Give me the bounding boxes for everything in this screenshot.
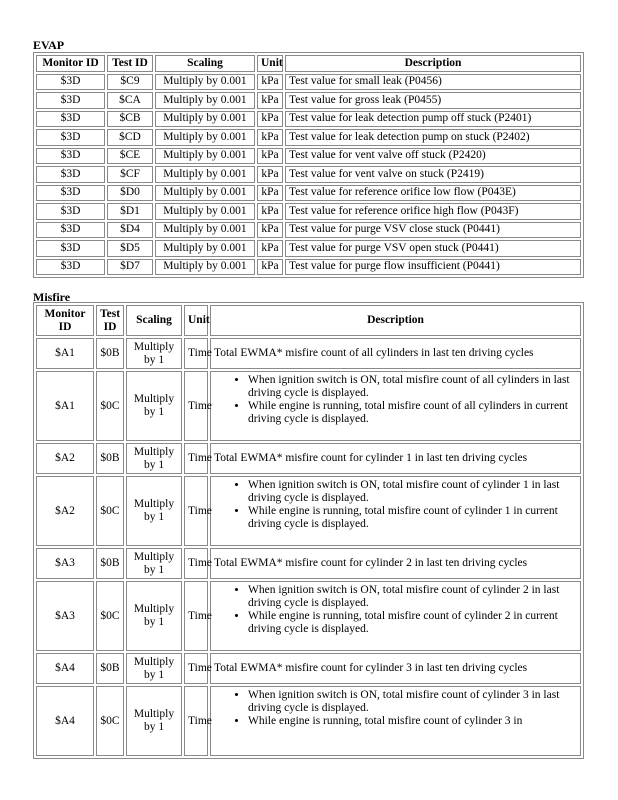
table-row [36,371,581,441]
evap-section-title: EVAP [33,38,65,52]
test-id-cell: $0C [96,371,124,441]
monitor-id-cell: $A4 [36,686,94,756]
test-id-cell: $CD [107,129,153,146]
unit-cell: kPa [257,92,283,109]
table-row [36,443,581,474]
misfire-header-row [36,305,581,336]
monitor-id-cell: $3D [36,259,105,276]
misfire-table [33,302,584,759]
table-row [36,240,581,257]
test-id-cell: $0B [96,443,124,474]
unit-cell: Time [184,686,208,756]
scaling-cell: Multiply by 1 [126,443,182,474]
monitor-id-cell: $A3 [36,548,94,579]
monitor-id-cell: $3D [36,185,105,202]
monitor-id-cell: $3D [36,222,105,239]
evap-table [33,52,584,278]
table-row [36,129,581,146]
description-bullet-list [214,689,577,728]
description-cell: Total EWMA* misfire count for cylinder 3 in last ten driving cycles [210,653,581,684]
unit-cell: Time [184,371,208,441]
column-header: Description [285,55,581,72]
test-id-cell: $C9 [107,74,153,91]
test-id-cell: $D4 [107,222,153,239]
description-cell: Test value for purge VSV open stuck (P0441) [285,240,581,257]
monitor-id-cell: $A4 [36,653,94,684]
description-bullet: • When ignition switch is ON, total misfire count of cylinder 3 in last driving cycle is displayed. [248,689,577,715]
monitor-id-cell: $A1 [36,338,94,369]
table-row [36,259,581,276]
table-row [36,111,581,128]
evap-table-body [36,74,581,276]
monitor-id-cell: $3D [36,166,105,183]
table-row [36,92,581,109]
description-cell: Test value for reference orifice low flow (P043E) [285,185,581,202]
description-bullet-list [214,584,577,636]
column-header: Description [210,305,581,336]
description-bullet: • When ignition switch is ON, total misfire count of cylinder 1 in last driving cycle is displayed. [248,479,577,505]
scaling-cell: Multiply by 0.001 [155,166,255,183]
scaling-cell: Multiply by 0.001 [155,203,255,220]
description-bullet: • While engine is running, total misfire count of all cylinders in current driving cycle is displayed. [248,400,577,426]
test-id-cell: $CE [107,148,153,165]
description-cell: Test value for reference orifice high flow (P043F) [285,203,581,220]
monitor-id-cell: $3D [36,129,105,146]
test-id-cell: $CA [107,92,153,109]
monitor-id-cell: $3D [36,203,105,220]
test-id-cell: $D7 [107,259,153,276]
description-cell [210,476,581,546]
test-id-cell: $0B [96,548,124,579]
unit-cell: Time [184,548,208,579]
test-id-cell: $D1 [107,203,153,220]
monitor-id-cell: $3D [36,74,105,91]
description-bullet: • When ignition switch is ON, total misfire count of cylinder 2 in last driving cycle is displayed. [248,584,577,610]
monitor-id-cell: $3D [36,240,105,257]
unit-cell: kPa [257,74,283,91]
monitor-id-cell: $A2 [36,443,94,474]
monitor-id-cell: $3D [36,92,105,109]
description-bullet: • While engine is running, total misfire count of cylinder 2 in current driving cycle is displayed. [248,610,577,636]
scaling-cell: Multiply by 0.001 [155,259,255,276]
description-bullet: • While engine is running, total misfire count of cylinder 3 in [248,715,577,728]
unit-cell: kPa [257,259,283,276]
monitor-id-cell: $A2 [36,476,94,546]
description-cell: Test value for leak detection pump on stuck (P2402) [285,129,581,146]
scaling-cell: Multiply by 1 [126,476,182,546]
description-cell: Test value for purge VSV close stuck (P0441) [285,222,581,239]
column-header: Unit [257,55,283,72]
unit-cell: kPa [257,129,283,146]
test-id-cell: $D0 [107,185,153,202]
column-header: Monitor ID [36,305,94,336]
unit-cell: kPa [257,203,283,220]
misfire-section-title: Misfire [33,290,71,304]
description-cell: Total EWMA* misfire count for cylinder 2 in last ten driving cycles [210,548,581,579]
description-bullet-list [214,479,577,531]
table-row [36,338,581,369]
description-cell: Total EWMA* misfire count for cylinder 1 in last ten driving cycles [210,443,581,474]
scaling-cell: Multiply by 0.001 [155,148,255,165]
description-cell: Test value for small leak (P0456) [285,74,581,91]
scaling-cell: Multiply by 0.001 [155,240,255,257]
scaling-cell: Multiply by 1 [126,581,182,651]
test-id-cell: $0C [96,686,124,756]
monitor-id-cell: $3D [36,111,105,128]
description-cell: Test value for leak detection pump off stuck (P2401) [285,111,581,128]
description-bullet-list [214,374,577,426]
table-row [36,185,581,202]
table-row [36,476,581,546]
test-id-cell: $CB [107,111,153,128]
description-bullet: • When ignition switch is ON, total misfire count of all cylinders in last driving cycle is displayed. [248,374,577,400]
unit-cell: kPa [257,222,283,239]
monitor-id-cell: $3D [36,148,105,165]
scaling-cell: Multiply by 0.001 [155,92,255,109]
table-row [36,148,581,165]
misfire-table-body [36,338,581,756]
unit-cell: Time [184,443,208,474]
column-header: Scaling [155,55,255,72]
column-header: Test ID [107,55,153,72]
unit-cell: kPa [257,111,283,128]
test-id-cell: $CF [107,166,153,183]
column-header: Scaling [126,305,182,336]
test-id-cell: $0C [96,581,124,651]
test-id-cell: $0B [96,338,124,369]
description-cell [210,686,581,756]
unit-cell: Time [184,338,208,369]
scaling-cell: Multiply by 1 [126,371,182,441]
description-cell [210,371,581,441]
table-row [36,581,581,651]
description-cell: Test value for vent valve off stuck (P2420) [285,148,581,165]
description-cell: Test value for gross leak (P0455) [285,92,581,109]
column-header: Unit [184,305,208,336]
unit-cell: Time [184,653,208,684]
test-id-cell: $0C [96,476,124,546]
test-id-cell: $D5 [107,240,153,257]
test-id-cell: $0B [96,653,124,684]
table-row [36,166,581,183]
scaling-cell: Multiply by 0.001 [155,222,255,239]
table-row [36,548,581,579]
table-row [36,74,581,91]
description-cell: Test value for purge flow insufficient (P0441) [285,259,581,276]
scaling-cell: Multiply by 0.001 [155,185,255,202]
table-row [36,686,581,756]
scaling-cell: Multiply by 0.001 [155,111,255,128]
unit-cell: kPa [257,166,283,183]
scaling-cell: Multiply by 1 [126,338,182,369]
evap-header-row [36,55,581,72]
unit-cell: Time [184,476,208,546]
scaling-cell: Multiply by 0.001 [155,74,255,91]
table-row [36,653,581,684]
description-bullet: • While engine is running, total misfire count of cylinder 1 in current driving cycle is displayed. [248,505,577,531]
scaling-cell: Multiply by 0.001 [155,129,255,146]
unit-cell: kPa [257,148,283,165]
description-cell: Total EWMA* misfire count of all cylinders in last ten driving cycles [210,338,581,369]
scaling-cell: Multiply by 1 [126,548,182,579]
scaling-cell: Multiply by 1 [126,686,182,756]
monitor-id-cell: $A3 [36,581,94,651]
description-cell [210,581,581,651]
monitor-id-cell: $A1 [36,371,94,441]
scaling-cell: Multiply by 1 [126,653,182,684]
table-row [36,203,581,220]
column-header: Monitor ID [36,55,105,72]
unit-cell: kPa [257,185,283,202]
unit-cell: Time [184,581,208,651]
column-header: Test ID [96,305,124,336]
table-row [36,222,581,239]
description-cell: Test value for vent valve on stuck (P2419) [285,166,581,183]
unit-cell: kPa [257,240,283,257]
